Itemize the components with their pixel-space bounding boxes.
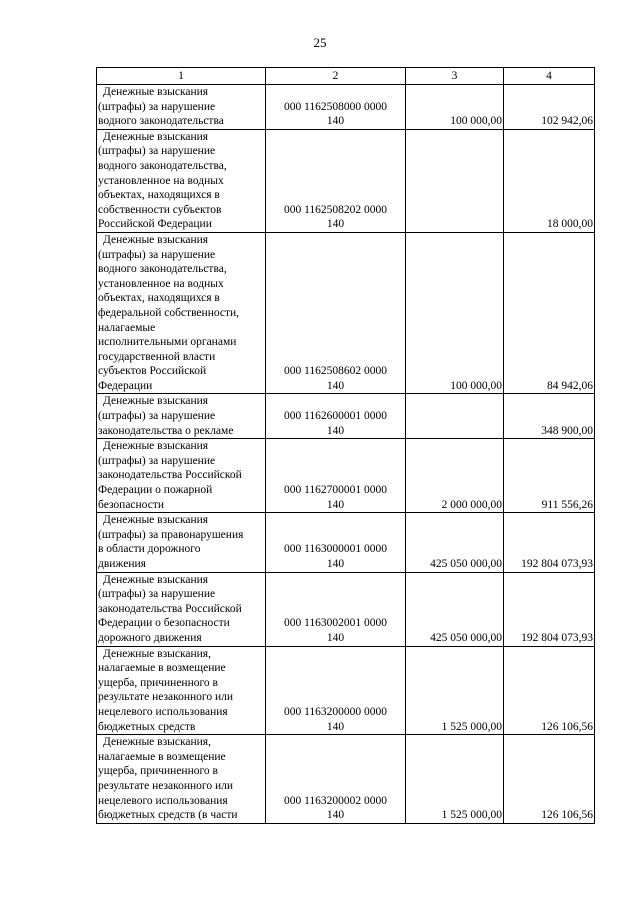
row-name-cell bbox=[97, 129, 266, 232]
row-plan-amount: 1 525 000,00 bbox=[406, 646, 504, 735]
row-code-line: 000 1162600001 0000 bbox=[283, 410, 388, 423]
row-name-line: ущерба, причиненного в bbox=[98, 676, 218, 689]
row-name-line: водного законодательства, bbox=[98, 159, 227, 172]
row-code-cell bbox=[266, 439, 406, 513]
row-code-line: 000 1162700001 0000 bbox=[283, 484, 388, 497]
row-name-line: (штрафы) за нарушение bbox=[98, 248, 216, 261]
row-actual-amount: 348 900,00 bbox=[504, 394, 595, 439]
row-name-line: Денежные взыскания, bbox=[103, 647, 211, 660]
row-name-line: Российской Федерации bbox=[98, 218, 212, 231]
row-name-line: бюджетных средств (в части bbox=[98, 809, 238, 822]
row-name-line: установленное на водных bbox=[98, 174, 224, 187]
row-name-cell bbox=[97, 85, 266, 130]
row-code-line: 140 bbox=[326, 558, 345, 570]
row-name-line: Денежные взыскания, bbox=[103, 736, 211, 749]
row-name-line: (штрафы) за правонарушения bbox=[98, 528, 244, 541]
row-name-line: исполнительными органами bbox=[98, 336, 237, 349]
row-code-cell bbox=[266, 85, 406, 130]
row-code-line: 000 1162508202 0000 bbox=[283, 203, 388, 216]
table-row bbox=[97, 232, 595, 394]
row-code-line: 140 bbox=[326, 809, 345, 822]
row-name-line: государственной власти bbox=[98, 350, 216, 363]
row-actual-amount: 911 556,26 bbox=[504, 439, 595, 513]
row-name-line: движения bbox=[98, 558, 146, 570]
row-code-cell bbox=[266, 572, 406, 646]
row-plan-amount: 100 000,00 bbox=[406, 85, 504, 130]
table-row bbox=[97, 85, 595, 130]
row-name-line: (штрафы) за нарушение bbox=[98, 588, 216, 601]
row-actual-amount: 126 106,56 bbox=[504, 735, 595, 824]
row-name-line: налагаемые в возмещение bbox=[98, 750, 226, 763]
row-name-line: нецелевого использования bbox=[98, 705, 228, 718]
row-name-line: Денежные взыскания bbox=[103, 514, 209, 527]
row-plan-amount bbox=[406, 394, 504, 439]
row-code-line: 000 1163200000 0000 bbox=[283, 705, 388, 718]
row-code-line: 140 bbox=[326, 631, 345, 644]
row-name-line: (штрафы) за нарушение bbox=[98, 145, 216, 158]
row-plan-amount bbox=[406, 129, 504, 232]
row-code-line: 140 bbox=[326, 115, 345, 128]
row-name-line: Денежные взыскания bbox=[103, 130, 209, 143]
row-plan-amount: 1 525 000,00 bbox=[406, 735, 504, 824]
row-code-line: 000 1162508000 0000 bbox=[283, 100, 388, 113]
table-row bbox=[97, 572, 595, 646]
row-name-line: Денежные взыскания bbox=[103, 573, 209, 586]
row-plan-amount: 2 000 000,00 bbox=[406, 439, 504, 513]
row-name-line: собственности субъектов bbox=[98, 203, 222, 216]
row-name-line: Федерации о безопасности bbox=[98, 617, 230, 630]
row-code-line: 000 1162508602 0000 bbox=[283, 365, 388, 378]
table-header-row bbox=[97, 68, 595, 85]
column-header-4: 4 bbox=[504, 68, 595, 85]
row-name-line: Федерации о пожарной bbox=[98, 484, 213, 497]
row-actual-amount: 102 942,06 bbox=[504, 85, 595, 130]
row-name-cell bbox=[97, 513, 266, 572]
row-actual-amount: 192 804 073,93 bbox=[504, 572, 595, 646]
row-plan-amount: 425 050 000,00 bbox=[406, 513, 504, 572]
row-code-cell bbox=[266, 513, 406, 572]
row-code-line: 000 1163200002 0000 bbox=[283, 794, 388, 807]
row-plan-amount: 100 000,00 bbox=[406, 232, 504, 394]
row-name-line: Денежные взыскания bbox=[103, 233, 209, 246]
row-code-line: 000 1163002001 0000 bbox=[283, 617, 388, 630]
revenue-table bbox=[96, 67, 595, 824]
row-name-line: результате незаконного или bbox=[98, 691, 234, 704]
row-code-cell bbox=[266, 394, 406, 439]
row-name-line: Денежные взыскания bbox=[103, 86, 209, 98]
row-name-line: водного законодательства, bbox=[98, 263, 227, 276]
row-plan-amount: 425 050 000,00 bbox=[406, 572, 504, 646]
row-actual-amount: 84 942,06 bbox=[504, 232, 595, 394]
row-name-line: (штрафы) за нарушение bbox=[98, 410, 216, 423]
row-name-cell bbox=[97, 572, 266, 646]
row-name-line: налагаемые в возмещение bbox=[98, 662, 226, 675]
row-name-line: нецелевого использования bbox=[98, 794, 228, 807]
row-name-line: ущерба, причиненного в bbox=[98, 765, 218, 778]
row-actual-amount: 192 804 073,93 bbox=[504, 513, 595, 572]
row-name-cell bbox=[97, 735, 266, 824]
row-name-line: налагаемые bbox=[98, 321, 156, 334]
row-name-line: субъектов Российской bbox=[98, 365, 207, 378]
table-row bbox=[97, 394, 595, 439]
table-row bbox=[97, 513, 595, 572]
row-name-line: Денежные взыскания bbox=[103, 395, 209, 408]
table-row bbox=[97, 439, 595, 513]
row-name-line: законодательства Российской bbox=[98, 602, 242, 615]
page-number: 25 bbox=[313, 35, 327, 50]
table-body bbox=[97, 85, 595, 824]
row-name-cell bbox=[97, 232, 266, 394]
row-name-line: безопасности bbox=[98, 498, 165, 511]
row-name-line: объектах, находящихся в bbox=[98, 189, 220, 202]
row-name-line: законодательства о рекламе bbox=[98, 424, 234, 437]
row-code-line: 140 bbox=[326, 218, 345, 231]
row-code-line: 140 bbox=[326, 424, 345, 437]
row-name-line: бюджетных средств bbox=[98, 720, 196, 733]
row-code-cell bbox=[266, 232, 406, 394]
row-name-line: (штрафы) за нарушение bbox=[98, 100, 216, 113]
table-row bbox=[97, 646, 595, 735]
row-name-line: установленное на водных bbox=[98, 277, 224, 290]
row-name-line: в области дорожного bbox=[98, 543, 201, 556]
table-row bbox=[97, 735, 595, 824]
row-name-line: Федерации bbox=[98, 379, 153, 392]
row-name-line: дорожного движения bbox=[98, 631, 202, 644]
row-name-line: законодательства Российской bbox=[98, 469, 242, 482]
row-actual-amount: 126 106,56 bbox=[504, 646, 595, 735]
row-name-line: (штрафы) за нарушение bbox=[98, 454, 216, 467]
row-name-line: федеральной собственности, bbox=[98, 306, 240, 319]
row-code-line: 000 1163000001 0000 bbox=[283, 543, 388, 556]
row-name-line: водного законодательства bbox=[98, 115, 224, 128]
column-header-3: 3 bbox=[406, 68, 504, 85]
row-code-cell bbox=[266, 735, 406, 824]
row-name-cell bbox=[97, 394, 266, 439]
row-code-line: 140 bbox=[326, 498, 345, 511]
row-name-line: результате незаконного или bbox=[98, 779, 234, 792]
column-header-2: 2 bbox=[266, 68, 406, 85]
row-code-cell bbox=[266, 129, 406, 232]
column-header-1: 1 bbox=[97, 68, 266, 85]
row-actual-amount: 18 000,00 bbox=[504, 129, 595, 232]
row-name-cell bbox=[97, 646, 266, 735]
table-row bbox=[97, 129, 595, 232]
row-code-cell bbox=[266, 646, 406, 735]
row-code-line: 140 bbox=[326, 720, 345, 733]
row-name-line: объектах, находящихся в bbox=[98, 292, 220, 305]
row-code-line: 140 bbox=[326, 379, 345, 392]
row-name-line: Денежные взыскания bbox=[103, 440, 209, 453]
row-name-cell bbox=[97, 439, 266, 513]
